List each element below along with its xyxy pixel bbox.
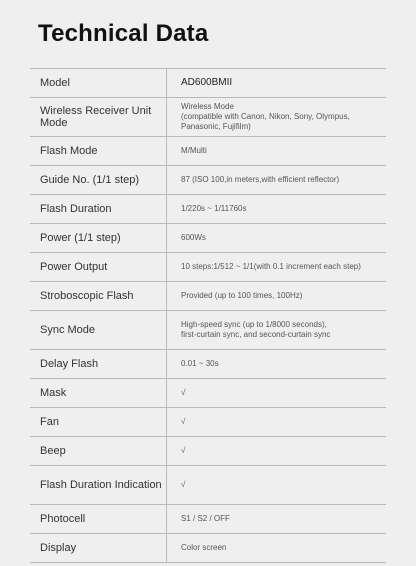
spec-label: Mask xyxy=(30,379,167,408)
spec-label: Delay Flash xyxy=(30,350,167,379)
table-row-power xyxy=(30,224,386,253)
spec-label: Fan xyxy=(30,408,167,437)
table-row-flash-duration-indication xyxy=(30,466,386,505)
table-row-mask xyxy=(30,379,386,408)
spec-label: Guide No. (1/1 step) xyxy=(30,166,167,195)
table-row-guide-no xyxy=(30,166,386,195)
spec-label: Wireless Receiver Unit Mode xyxy=(30,98,167,137)
check-mark: √ xyxy=(181,417,186,426)
table-row-delay-flash xyxy=(30,350,386,379)
spec-label: Model xyxy=(30,69,167,98)
table-row-wireless-mode xyxy=(30,98,386,137)
spec-label: Power Output xyxy=(30,253,167,282)
table-row-fan xyxy=(30,408,386,437)
table-row-sync-mode xyxy=(30,311,386,350)
page-title: Technical Data xyxy=(38,20,209,47)
table-row-flash-mode xyxy=(30,137,386,166)
spec-value: M/Multi xyxy=(181,146,207,155)
check-mark: √ xyxy=(181,388,186,397)
spec-label: Beep xyxy=(30,437,167,466)
spec-value: Provided (up to 100 times, 100Hz) xyxy=(181,291,303,300)
table-row-stroboscopic-flash xyxy=(30,282,386,311)
spec-value: Color screen xyxy=(181,543,227,552)
spec-value: 10 steps:1/512 ~ 1/1(with 0.1 increment each step) xyxy=(181,262,361,271)
spec-label: Flash Duration xyxy=(30,195,167,224)
table-row-beep xyxy=(30,437,386,466)
spec-value: 87 (ISO 100,in meters,with efficient reflector) xyxy=(181,175,340,184)
table-row-display xyxy=(30,534,386,563)
spec-value: 0.01 ~ 30s xyxy=(181,359,219,368)
spec-value: Wireless Mode (compatible with Canon, Nikon, Sony, Olympus, Panasonic, Fujifilm) xyxy=(181,102,350,131)
spec-label: Photocell xyxy=(30,505,167,534)
spec-value: High-speed sync (up to 1/8000 seconds), first-curtain sync, and second-curtain sync xyxy=(181,320,331,339)
spec-label: Display xyxy=(30,534,167,563)
spec-value: AD600BMII xyxy=(181,77,233,88)
spec-label: Flash Mode xyxy=(30,137,167,166)
spec-label: Stroboscopic Flash xyxy=(30,282,167,311)
check-mark: √ xyxy=(181,480,186,489)
technical-data-table xyxy=(30,68,386,563)
table-row-photocell xyxy=(30,505,386,534)
spec-value: S1 / S2 / OFF xyxy=(181,514,230,523)
table-row-flash-duration xyxy=(30,195,386,224)
check-mark: √ xyxy=(181,446,186,455)
spec-value: 1/220s ~ 1/11760s xyxy=(181,204,247,213)
table-row-model xyxy=(30,69,386,98)
spec-value: 600Ws xyxy=(181,233,206,242)
spec-label: Power (1/1 step) xyxy=(30,224,167,253)
spec-label: Sync Mode xyxy=(30,311,167,350)
spec-label: Flash Duration Indication xyxy=(30,466,167,505)
table-row-power-output xyxy=(30,253,386,282)
